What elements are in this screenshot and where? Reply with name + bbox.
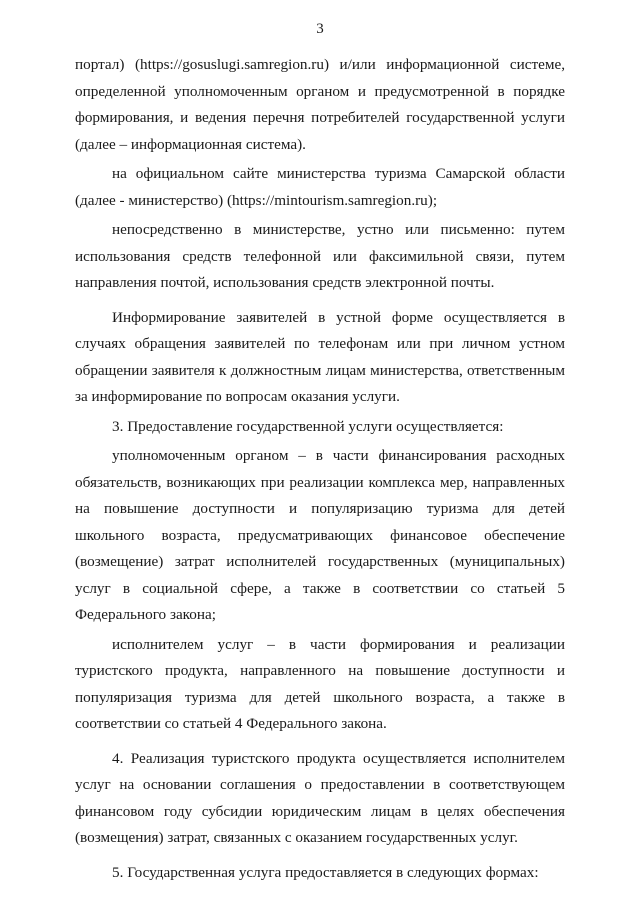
- paragraph-authorized-body: уполномоченным органом – в части финансирования расходных обязательств, возникающих при реализации комплекса мер, направленных на повышение доступности и популяризацию туризма для детей школьного возраста, предусматривающих финансовое обеспечение (возмещение) затрат исполнителей государственных (муниципальных) услуг в социальной сфере, а также в соответствии со статьей 5 Федерального закона;: [75, 447, 565, 623]
- paragraph-service-executor: исполнителем услуг – в части формирования и реализации туристского продукта, направленного на повышение доступности и популяризация туризма для детей школьного возраста, а также в соответствии со статьей 4 Федерального закона.: [75, 635, 565, 732]
- paragraph-section-3: 3. Предоставление государственной услуги осуществляется:: [112, 417, 504, 435]
- document-body: [75, 52, 565, 886]
- paragraph-oral-informing: Информирование заявителей в устной форме осуществляется в случаях обращения заявителей по телефонам или при личном устном обращении заявителя к должностным лицам министерства, ответственным за информирование по вопросам оказания услуги.: [75, 308, 565, 405]
- page-number: 3: [316, 21, 324, 37]
- paragraph-ministry-website: на официальном сайте министерства туризма Самарской области (далее - министерство) (https://mintourism.samregion.ru);: [75, 165, 565, 209]
- paragraph-section-5: 5. Государственная услуга предоставляется в следующих формах:: [112, 863, 539, 881]
- paragraph-direct-ministry: непосредственно в министерстве, устно или письменно: путем использования средств телефонной или факсимильной связи, путем направления почтой, использования средств электронной почты.: [75, 221, 565, 291]
- paragraph-section-4: 4. Реализация туристского продукта осуществляется исполнителем услуг на основании соглашения о предоставлении в соответствующем финансовом году субсидии юридическим лицам в целях обеспечения (возмещения) затрат, связанных с оказанием государственных услуг.: [75, 749, 565, 846]
- paragraph-portal-continuation: портал) (https://gosuslugi.samregion.ru) и/или информационной системе, определенной уполномоченным органом и предусмотренной в порядке формирования, и ведения перечня потребителей государственной услуги (далее – информационная система).: [75, 56, 565, 153]
